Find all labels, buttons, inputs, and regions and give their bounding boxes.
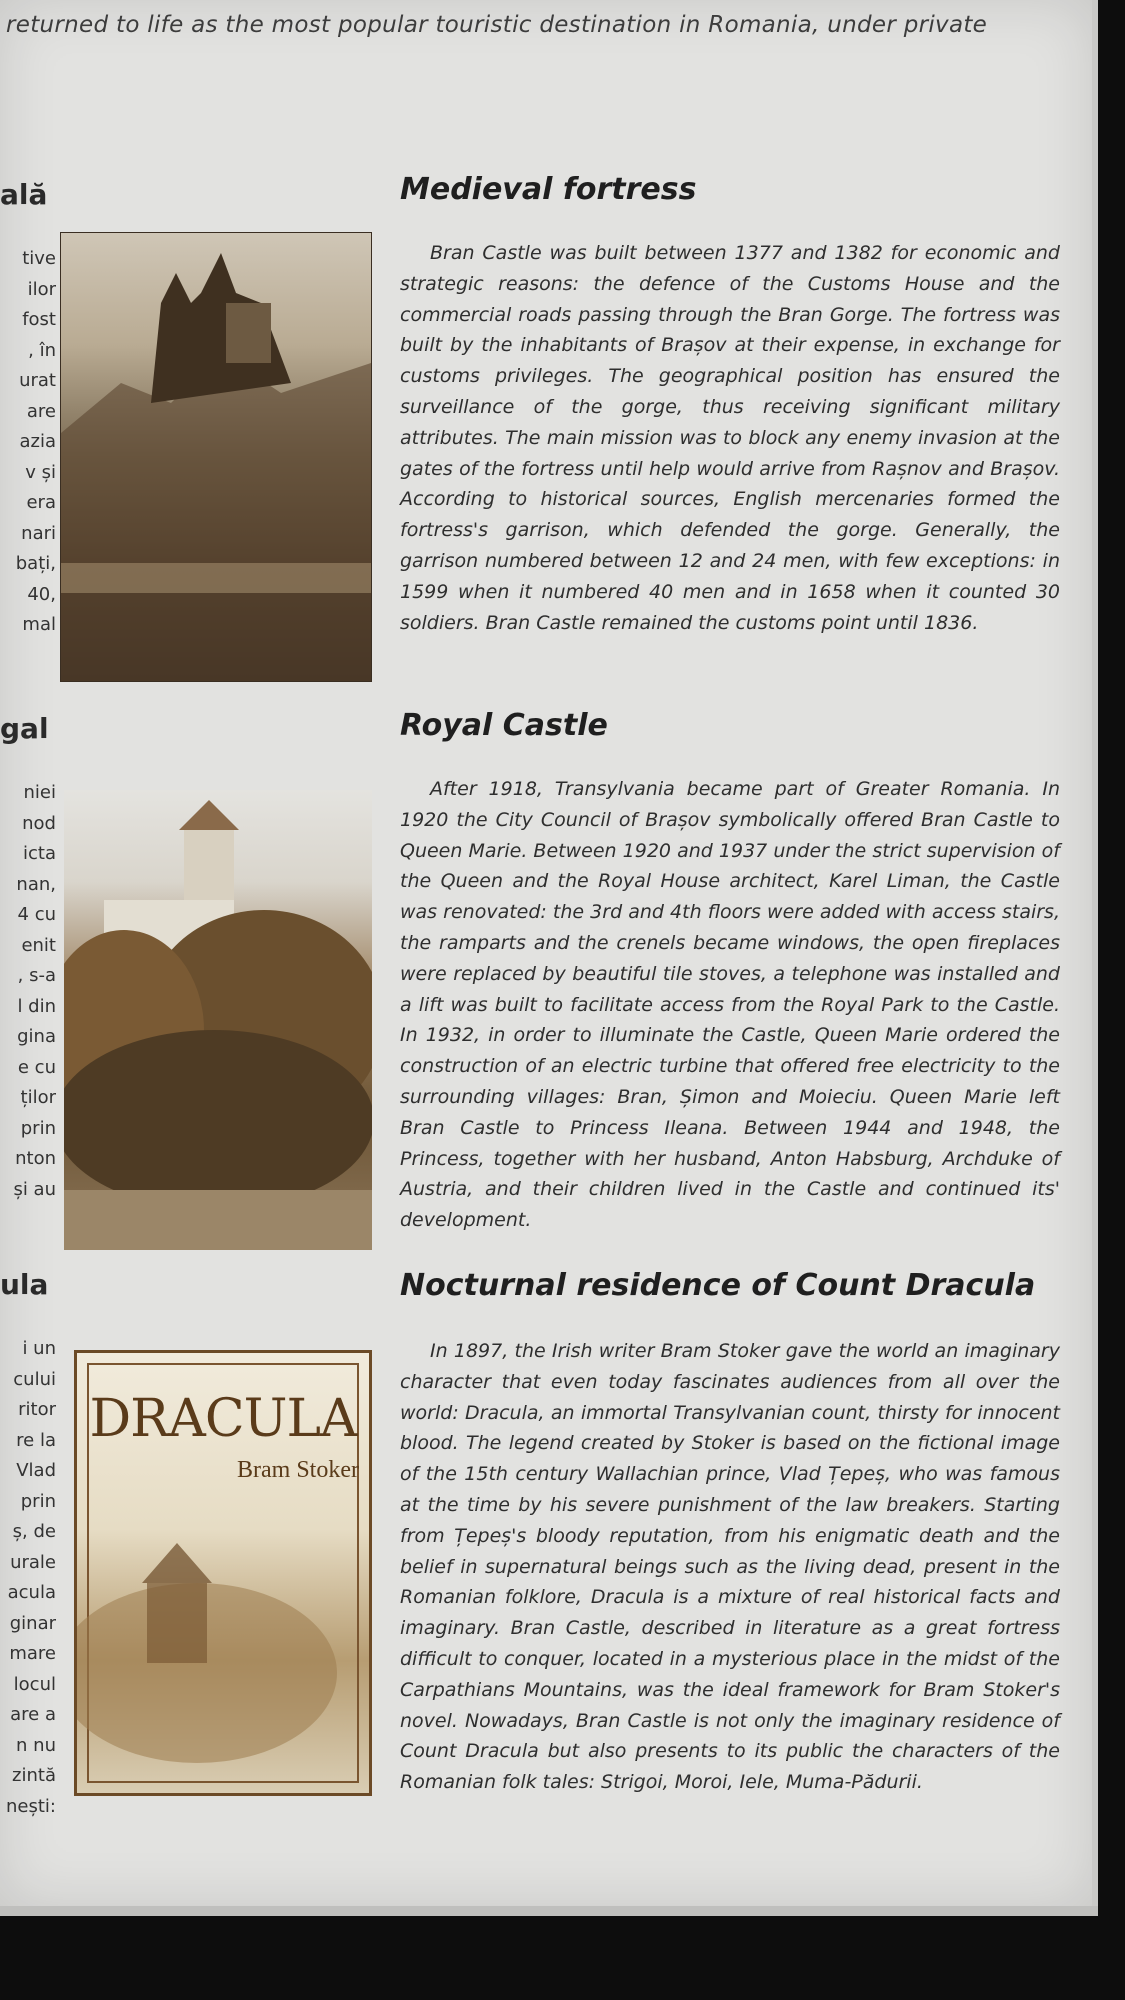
panel-bottom-edge [0, 1906, 1098, 1916]
left-column-line: gina [17, 1026, 56, 1047]
left-column-heading-1: ală [0, 178, 48, 211]
left-column-line: ților [20, 1087, 56, 1108]
left-column-line: ilor [27, 278, 56, 300]
left-column-line: i un [22, 1338, 56, 1359]
left-column-line: locul [13, 1673, 56, 1695]
left-column-line: nari [21, 522, 56, 544]
section-text-medieval-fortress: Bran Castle was built between 1377 and 1382 for economic and strategic reasons: the defence of the Customs House and the commercial roads passing through the Bran Gorge. The fortress was built by the inhabitants of Brașov at their expense, in exchange for customs privileges. The geographical position has ensured the surveillance of the gorge, thus receiving significant military attributes. The main mission was to block any enemy invasion at the gates of the fortress until help would arrive from Rașnov and Brașov. According to historical sources, English mercenaries formed the fortress's garrison, which defended the gorge. Generally, the garrison numbered between 12 and 24 men, with few exceptions: in 1599 when it numbered 40 men and in 1658 when it counted 30 soldiers. Bran Castle remained the customs point until 1836. [400, 242, 1060, 634]
left-column-line: nton [15, 1148, 56, 1169]
left-column-line: Vlad [16, 1460, 56, 1481]
left-column-line: prin [20, 1490, 56, 1512]
left-column-lines-1 [0, 244, 56, 641]
section-text-royal-castle: After 1918, Transylvania became part of Greater Romania. In 1920 the City Council of Brașov symbolically offered Bran Castle to Queen Marie. Between 1920 and 1937 under the strict supervision of the Queen and the Royal House architect, Karel Liman, the Castle was renovated: the 3rd and 4th floors were added with access stairs, the ramparts and the crenels became windows, the open fireplaces were replaced by beautiful tile stoves, a telephone was installed and a lift was built to facilitate access from the Royal Park to the Castle. In 1932, in order to illuminate the Castle, Queen Marie ordered the construction of an electric turbine that offered free electricity to the surrounding villages: Bran, Șimon and Moieciu. Queen Marie left Bran Castle to Princess Ileana. Between 1944 and 1948, the Princess, together with her husband, Anton Habsburg, Archduke of Austria, and their children lived in the Castle and continued its' development. [400, 778, 1060, 1232]
left-column-line: enit [21, 934, 56, 956]
left-column-line: urale [10, 1551, 56, 1573]
left-column-line: niei [23, 782, 56, 803]
left-column-line: , în [28, 339, 56, 361]
left-column-line: nești: [6, 1795, 56, 1817]
left-column-lines-3 [0, 1334, 56, 1822]
left-column-line: zintă [12, 1765, 56, 1786]
left-column-line: fost [22, 309, 56, 330]
left-column-line: cului [13, 1368, 56, 1390]
left-column-line: mare [9, 1643, 56, 1664]
left-column-line: 40, [27, 583, 56, 605]
left-column-line: nod [22, 812, 56, 834]
left-column-line: acula [7, 1582, 56, 1603]
left-column-line: și au [13, 1178, 56, 1200]
left-column-lines-2 [0, 778, 56, 1205]
left-column-line: v și [25, 461, 56, 483]
intro-text: returned to life as the most popular touristic destination in Romania, under private [6, 12, 988, 38]
left-column-heading-3: ula [0, 1268, 49, 1301]
left-column-heading-2: gal [0, 712, 49, 745]
left-column-line: l din [17, 995, 56, 1017]
section-title-royal-castle: Royal Castle [400, 708, 608, 743]
left-column-line: prin [20, 1117, 56, 1139]
left-column-line: icta [23, 843, 56, 864]
book-cover-title: DRACULA [89, 1389, 357, 1449]
left-column-line: tive [22, 248, 56, 269]
bran-castle-trees-photo [64, 790, 372, 1250]
book-cover-author: Bram Stoker [237, 1457, 359, 1483]
left-column-line: nan, [16, 873, 56, 895]
left-column-line: n nu [16, 1734, 56, 1756]
section-text-count-dracula: In 1897, the Irish writer Bram Stoker gave the world an imaginary character that even today fascinates audiences from all over the world: Dracula, an immortal Transylvanian count, thirsty for innocent blood. The legend created by Stoker is based on the fictional image of the 15th century Wallachian prince, Vlad Țepeș, who was famous at the time by his severe punishment of the law breakers. Starting from Țepeș's bloody reputation, from his enigmatic death and the belief in supernatural beings such as the living dead, present in the Romanian folklore, Dracula is a mixture of real historical facts and imaginary. Bran Castle, described in literature as a great fortress difficult to conquer, located in a mysterious place in the midst of the Carpathians Mountains, was the ideal framework for Bram Stoker's novel. Nowadays, Bran Castle is not only the imaginary residence of Count Dracula but also presents to its public the characters of the Romanian folk tales: Strigoi, Moroi, Iele, Muma-Pădurii. [400, 1340, 1060, 1794]
left-column-line: era [26, 492, 56, 513]
section-title-medieval-fortress: Medieval fortress [400, 172, 697, 207]
section-title-count-dracula: Nocturnal residence of Count Dracula [400, 1268, 1036, 1303]
left-column-line: , s-a [17, 965, 56, 986]
left-column-line: mal [22, 614, 56, 635]
left-column-line: are [26, 400, 56, 422]
left-column-line: e cu [17, 1056, 56, 1078]
left-column-line: ș, de [12, 1521, 56, 1542]
left-column-line: bați, [15, 553, 56, 574]
dracula-book-cover [74, 1350, 372, 1796]
left-column-line: 4 cu [17, 904, 56, 925]
left-column-line: ginar [9, 1612, 56, 1634]
left-column-line: are a [10, 1704, 56, 1725]
left-column-line: azia [19, 431, 56, 452]
bran-castle-sepia-photo [60, 232, 372, 682]
left-column-line: re la [16, 1429, 56, 1451]
left-column-line: urat [19, 370, 56, 391]
left-column-line: ritor [18, 1399, 56, 1420]
